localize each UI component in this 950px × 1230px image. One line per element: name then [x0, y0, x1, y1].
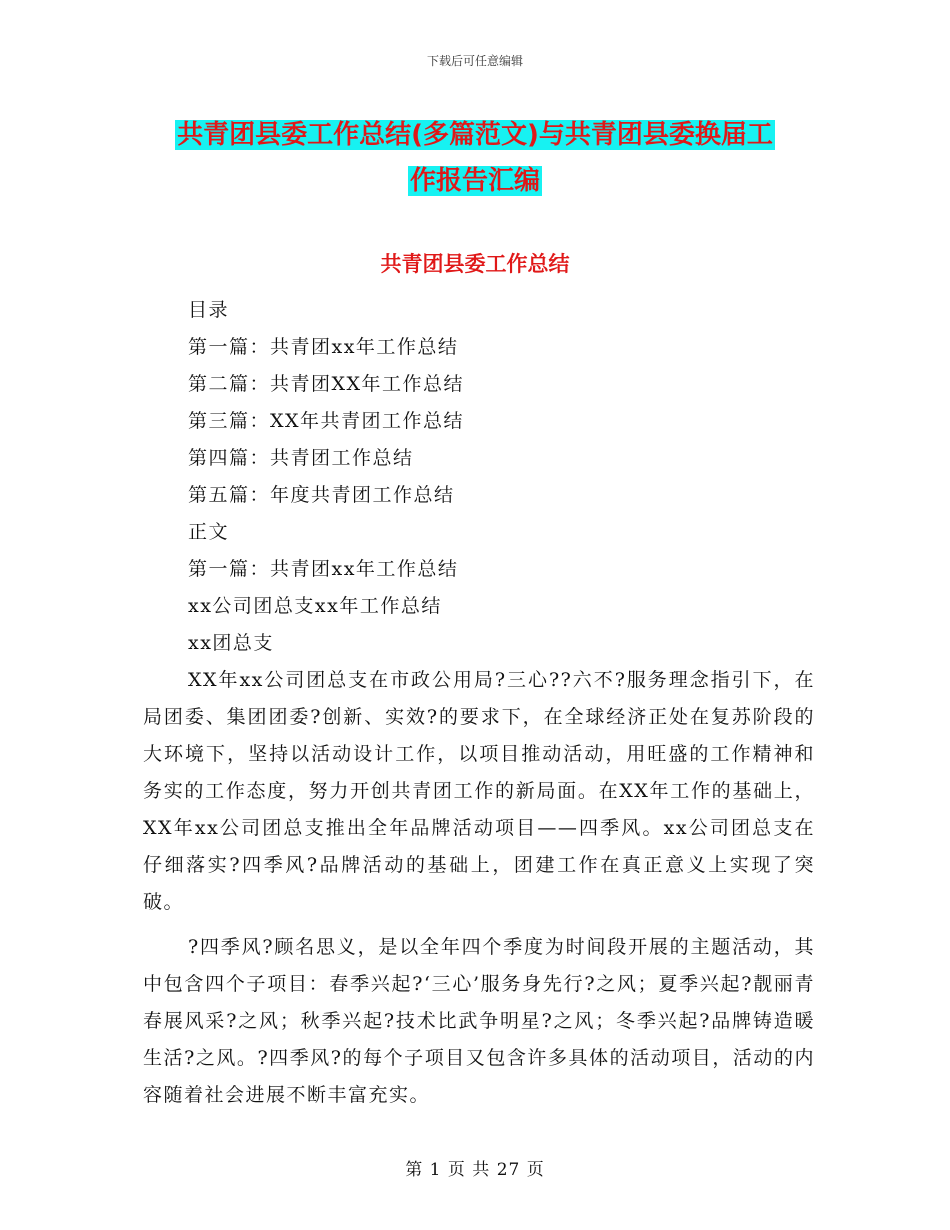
toc-item: 第四篇：共青团工作总结 — [188, 447, 414, 469]
section-title: 共青团县委工作总结 — [380, 252, 570, 276]
body-paragraph: ?四季风?顾名思义，是以全年四个季度为时间段开展的主题活动，其中包含四个子项目：春季兴起?‘三心’服务身先行?之风；夏季兴起?靓丽青春展风采?之风；秋季兴起?技术比武争明星?之风；冬季兴起?品牌铸造暖生活?之风。?四季风?的每个子项目又包含许多具体的活动项目，活动的内容随着社会进展不断丰富充实。 — [143, 936, 815, 1106]
page-footer: 第 1 页 共 27 页 — [405, 1160, 545, 1180]
article-title: xx公司团总支xx年工作总结 — [188, 595, 442, 617]
title-line-2: 作报告汇编 — [409, 166, 540, 196]
title-line-1: 共青团县委工作总结(多篇范文)与共青团县委换届工 — [177, 120, 773, 150]
document-body — [143, 292, 815, 1114]
toc-heading: 目录 — [188, 299, 230, 321]
toc-item: 第五篇：年度共青团工作总结 — [188, 484, 455, 506]
body-paragraph: XX年xx公司团总支在市政公用局?三心??六不?服务理念指引下，在局团委、集团团委?创新、实效?的要求下，在全球经济正处在复苏阶段的大环境下，坚持以活动设计工作，以项目推动活动，用旺盛的工作精神和务实的工作态度，努力开创共青团工作的新局面。在XX年工作的基础上，XX年xx公司团总支推出全年品牌活动项目——四季风。xx公司团总支在仔细落实?四季风?品牌活动的基础上，团建工作在真正意义上实现了突破。 — [143, 669, 815, 913]
header-note: 下载后可任意编辑 — [426, 54, 523, 68]
document-title — [0, 112, 950, 204]
toc-item: 第二篇：共青团XX年工作总结 — [188, 373, 465, 395]
article-author: xx团总支 — [188, 632, 274, 654]
body-heading: 正文 — [188, 521, 230, 543]
toc-item: 第三篇：XX年共青团工作总结 — [188, 410, 465, 432]
article-heading: 第一篇：共青团xx年工作总结 — [188, 558, 459, 580]
toc-item: 第一篇：共青团xx年工作总结 — [188, 336, 459, 358]
